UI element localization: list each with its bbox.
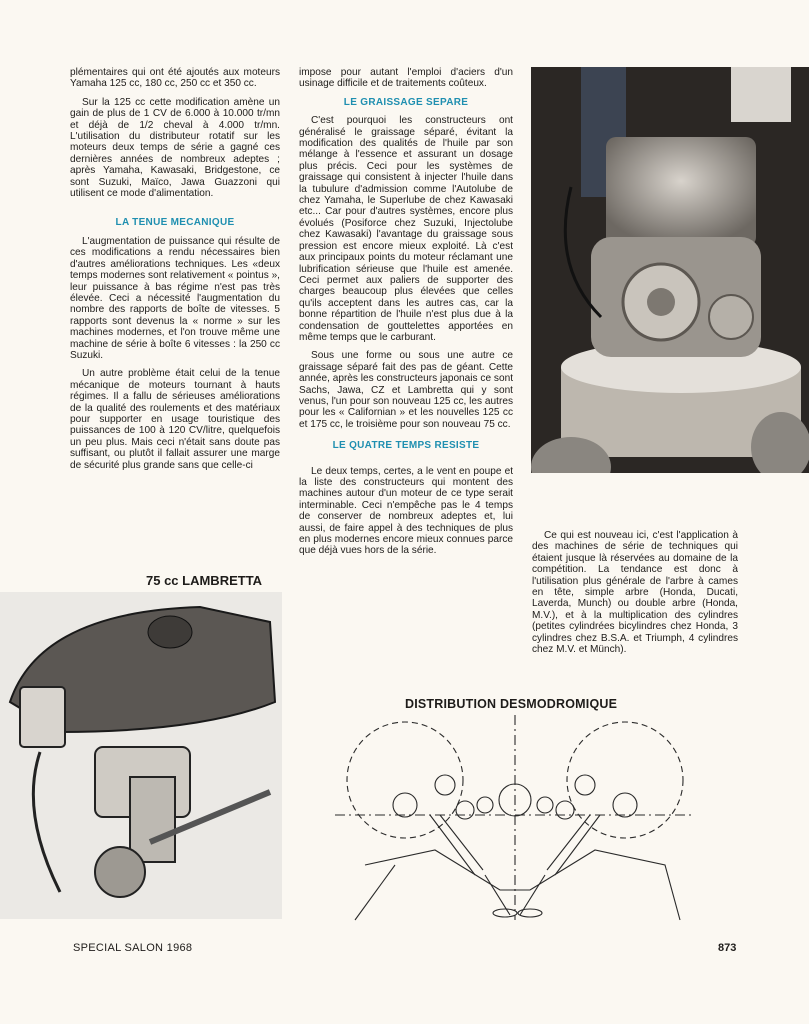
lambretta-caption: 75 cc LAMBRETTA [146, 573, 263, 588]
text-column-2 [299, 67, 513, 564]
text-column-1 [70, 67, 280, 478]
section-heading: LA TENUE MECANIQUE [115, 217, 235, 229]
engine-photo-illustration [531, 67, 809, 473]
paragraph: L'augmentation de puissance qui résulte de ces modifications a rendu nécessaires bien d'autres améliorations techniques. Les «deux temps modernes sont relativement « pointus », leur puissance à bas régime n'est pas très élevée. Ceci a nécessité l'augmentation du nombre des rapports de boîte de vitesses. 5 rapports sont devenus la « norme » sur les machines modernes, et l'on trouve même une machine de série à boîte 6 vitesses : la 250 cc Suzuki. [70, 235, 280, 361]
section-heading: LE QUATRE TEMPS RESISTE [332, 440, 480, 452]
paragraph: plémentaires qui ont été ajoutés aux moteurs Yamaha 125 cc, 180 cc, 250 cc et 350 cc. [70, 67, 280, 90]
desmodromic-diagram-drawing [335, 715, 695, 930]
page-number: 873 [718, 942, 737, 954]
lambretta-cutaway-illustration [0, 592, 282, 919]
engine-photo [531, 67, 809, 473]
paragraph: Sur la 125 cc cette modification amène un gain de plus de 1 CV de 6.000 à 10.000 tr/mn et déjà de 1/2 cheval à 4.000 tr/mn. L'utilisation du distributeur rotatif sur les moteurs deux temps de série a gagné ces dernières années de nombreux adeptes ; après Yamaha, Kawasaki, Bridgestone, ce sont Suzuki, Maïco, Jawa Guazzoni qui utilisent ce mode d'alimentation. [70, 96, 280, 200]
section-heading: LE GRAISSAGE SEPARE [343, 96, 469, 108]
paragraph: Le deux temps, certes, a le vent en poupe et la liste des constructeurs qui montent des machines autour d'un moteur de ce type serait interminable. Ceci n'empêche pas le 4 temps de conserver de nombreux adeptes et, lui aussi, de faire appel à des techniques de plus en plus modernes encore mieux connues parce que déjà vues hors de la série. [299, 465, 513, 557]
paragraph: impose pour autant l'emploi d'aciers d'un usinage difficile et de traitements coûteux. [299, 67, 513, 90]
lambretta-cutaway-image [0, 592, 282, 919]
paragraph: Sous une forme ou sous une autre ce graissage séparé fait des pas de géant. Cette année, après les constructeurs japonais ce sont Sachs, Jawa, CZ et Lambretta qui y sont venus, l'un pour son nouveau 125 cc, les autres pour les « Californian » et les nouvelles 125 cc et 175 cc, le troisième pour son nouveau 75 cc. [299, 350, 513, 430]
footer-publication: SPECIAL SALON 1968 [73, 942, 193, 954]
paragraph: Ce qui est nouveau ici, c'est l'application à des machines de série de techniques qui étaient jusque là réservées au domaine de la compétition. La tendance est donc à l'utilisation plus générale de l'arbre à cames en tête, simple arbre (Honda, Ducati, Laverda, Munch) ou double arbre (Honda, M.V.), et à la multiplication des cylindres (petites cylindrées bicylindres chez Honda, 3 cylindres chez B.S.A. et Triumph, 4 cylindres chez M.V. et Münch). [532, 530, 738, 656]
paragraph: Un autre problème était celui de la tenue mécanique de moteurs tournant à hauts régimes. Il a fallu de sérieuses améliorations de la qualité des roulements et des matériaux pour supporter en usage touristique des puissances de 100 à 120 CV/litre, quelquefois un peu plus. Mais ceci n'était sans doute pas suffisant, ou plutôt il fallait assurer une marge de sécurité plus grande sans que celle-ci [70, 368, 280, 471]
text-column-3 [532, 530, 738, 662]
paragraph: C'est pourquoi les constructeurs ont généralisé le graissage séparé, évitant la modification des qualités de l'huile par son mélange à l'essence et assurant un dosage plus précis. Ceci pour les systèmes de graissage qui consistent à injecter l'huile dans la tubulure d'admission comme l'Autolube de chez Yamaha, le Superlube de chez Kawasaki etc... Car pour d'autres systèmes, encore plus évolués (Posiforce chez Suzuki, Injectolube chez Kawasaki) l'avantage du graissage sous pression est encore mieux exploité. Là c'est aux principaux points du moteur réclamant une lubrification sérieuse que l'huile est amenée. Ceci permet aux paliers de supporter des charges beaucoup plus élevées que celles qu'ils acceptent dans les autres cas, car la bonne répartition de l'huile n'est plus due à la condensation de gouttelettes apportées en même temps que le carburant. [299, 115, 513, 343]
desmo-caption: DISTRIBUTION DESMODROMIQUE [405, 697, 618, 711]
desmodromic-diagram [335, 715, 695, 930]
